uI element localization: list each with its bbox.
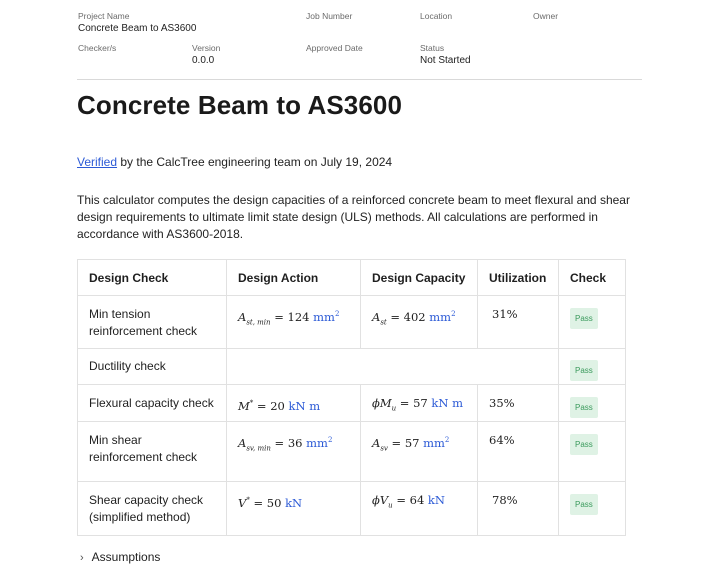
verified-link[interactable]: Verified — [77, 155, 118, 169]
design-action-formula: V* = 50 kN — [238, 495, 303, 510]
table-row — [78, 349, 626, 385]
table-header-row — [78, 260, 626, 296]
header-design-capacity: Design Capacity — [361, 260, 478, 296]
design-capacity-formula: $\phi V_u = 64$ kN — [372, 493, 445, 510]
chevron-right-icon: › — [80, 552, 84, 564]
status-value[interactable]: Not Started — [420, 55, 471, 66]
project-metadata — [0, 0, 720, 80]
design-capacity-cell — [361, 422, 478, 482]
check-cell — [559, 482, 626, 536]
pass-badge: Pass — [570, 397, 598, 418]
design-action-cell — [227, 482, 361, 536]
table-row — [78, 385, 626, 422]
utilization-value: 78% — [492, 493, 518, 507]
project-name-label: Project Name — [78, 11, 130, 21]
utilization-cell — [478, 296, 559, 349]
verified-line — [77, 155, 392, 169]
pass-badge: Pass — [570, 434, 598, 455]
design-action-cell — [227, 385, 361, 422]
design-action-formula: M* = 20 kN m — [238, 398, 321, 413]
check-cell — [559, 385, 626, 422]
design-capacity-formula: $A_{sv} = 57$ $mm^2$ — [372, 435, 450, 453]
header-design-action: Design Action — [227, 260, 361, 296]
owner-label: Owner — [533, 11, 559, 21]
design-capacity-cell — [361, 482, 478, 536]
checkers-label: Checker/s — [78, 43, 117, 53]
header-design-check: Design Check — [78, 260, 227, 296]
design-checks-table — [77, 259, 626, 536]
verified-text: by the CalcTree engineering team on July 19, 2024 — [117, 155, 393, 169]
approved-date-label: Approved Date — [306, 43, 363, 53]
design-capacity-formula: $A_{st} = 402$ $mm^2$ — [372, 309, 456, 327]
header-check: Check — [559, 260, 626, 296]
utilization-value: 64% — [489, 433, 515, 447]
check-name: Min shear reinforcement check — [78, 422, 227, 482]
design-action-cell — [227, 296, 361, 349]
check-cell — [559, 296, 626, 349]
header-utilization: Utilization — [478, 260, 559, 296]
pass-badge: Pass — [570, 494, 598, 515]
design-action-formula: $A_{sv, min} = 36$ $mm^2$ — [238, 435, 333, 453]
assumptions-toggle[interactable] — [80, 550, 160, 564]
pass-badge: Pass — [570, 308, 598, 329]
pass-badge: Pass — [570, 360, 598, 381]
check-name: Shear capacity check (simplified method) — [78, 482, 227, 536]
check-cell — [559, 349, 626, 385]
check-name: Min tension reinforcement check — [78, 296, 227, 349]
check-name: Flexural capacity check — [78, 385, 227, 422]
check-name: Ductility check — [78, 349, 227, 385]
design-capacity-cell — [361, 385, 478, 422]
design-action-formula: $A_{st, min} = 124$ $mm^2$ — [238, 309, 340, 327]
table-row — [78, 482, 626, 536]
utilization-cell — [478, 385, 559, 422]
utilization-value: 35% — [489, 396, 515, 410]
empty-merged-cell — [227, 349, 559, 385]
status-label: Status — [420, 43, 445, 53]
design-capacity-formula: $\phi M_u = 57$ kN m — [372, 396, 463, 413]
page-title: Concrete Beam to AS3600 — [77, 90, 403, 120]
version-label: Version — [192, 43, 221, 53]
header-divider — [77, 79, 642, 80]
utilization-value: 31% — [492, 307, 518, 321]
design-capacity-cell — [361, 296, 478, 349]
location-label: Location — [420, 11, 453, 21]
job-number-label: Job Number — [306, 11, 353, 21]
check-cell — [559, 422, 626, 482]
design-action-cell — [227, 422, 361, 482]
table-row — [78, 422, 626, 482]
version-value[interactable]: 0.0.0 — [192, 55, 215, 66]
intro-paragraph: This calculator computes the design capacities of a reinforced concrete beam to meet flexural and shear design requirements to ultimate limit state design (ULS) methods. All calculations are performed in accordance with AS3600-2018. — [77, 193, 630, 241]
utilization-cell — [478, 482, 559, 536]
project-name-value[interactable]: Concrete Beam to AS3600 — [78, 23, 197, 34]
assumptions-label: Assumptions — [91, 550, 161, 564]
utilization-cell — [478, 422, 559, 482]
table-row — [78, 296, 626, 349]
